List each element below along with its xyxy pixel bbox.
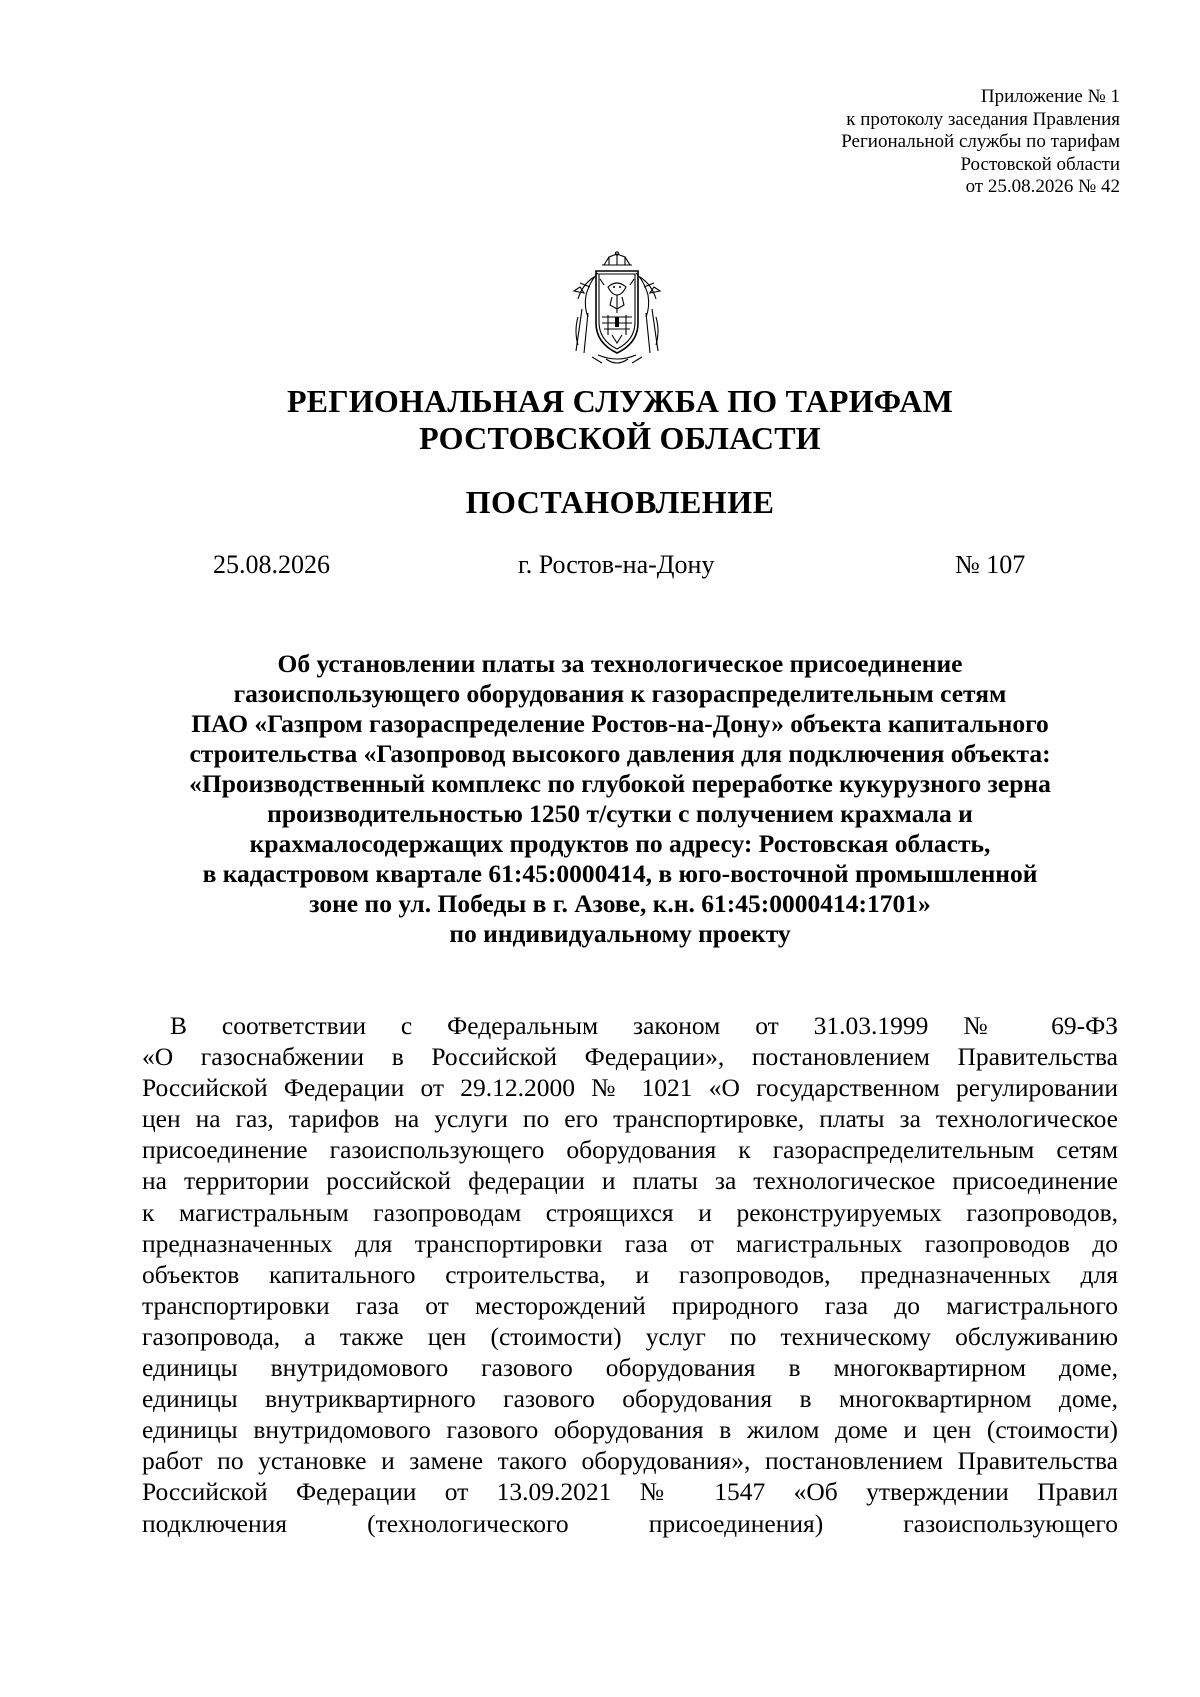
document-subject (130, 649, 1110, 949)
subject-line: газоиспользующего оборудования к газораспределительным сетям (233, 679, 1007, 708)
authority-line: РЕГИОНАЛЬНАЯ СЛУЖБА ПО ТАРИФАМ (286, 383, 954, 419)
body-line: предназначенных для транспортировки газа от магистральных газопроводов до (142, 1228, 1118, 1258)
body-line: Российской Федерации от 29.12.2000 № 1021 «О государственном регулировании (142, 1073, 1118, 1103)
subject-line: по индивидуальному проекту (449, 919, 791, 948)
subject-line: Об установлении платы за технологическое присоединение (277, 649, 963, 678)
body-paragraph (142, 1010, 1118, 1539)
subject-line: строительства «Газопровод высокого давления для подключения объекта: (189, 739, 1051, 768)
coat-of-arms-icon (568, 251, 666, 367)
body-line: к магистральным газопроводам строящихся и реконструируемых газопроводов, (142, 1197, 1118, 1227)
body-line: единицы внутриквартирного газового оборудования в многоквартирном доме, (142, 1384, 1118, 1414)
body-line: «О газоснабжении в Российской Федерации», постановлением Правительства (142, 1042, 1118, 1072)
body-line: присоединение газоиспользующего оборудования к газораспределительным сетям (142, 1135, 1118, 1165)
body-line: В соответствии с Федеральным законом от 31.03.1999 № 69-ФЗ (170, 1011, 1118, 1040)
authority-line: РОСТОВСКОЙ ОБЛАСТИ (419, 420, 821, 456)
subject-line: зоне по ул. Победы в г. Азове, к.н. 61:45:0000414:1701» (309, 889, 931, 918)
subject-line: производительностью 1250 т/сутки с получением крахмала и (267, 799, 973, 828)
body-line: цен на газ, тарифов на услуги по его транспортировке, платы за технологическое (142, 1104, 1118, 1134)
subject-line: ПАО «Газпром газораспределение Ростов-на-Дону» объекта капитального (191, 709, 1049, 738)
subject-line: в кадастровом квартале 61:45:0000414, в юго-восточной промышленной (202, 859, 1038, 888)
body-line: единицы внутридомового газового оборудования в многоквартирном доме, (142, 1353, 1118, 1383)
body-line: единицы внутридомового газового оборудования в жилом доме и цен (стоимости) (142, 1415, 1118, 1445)
body-line: транспортировки газа от месторождений природного газа до магистрального (142, 1290, 1118, 1320)
body-line: работ по установке и замене такого оборудования», постановлением Правительства (142, 1446, 1118, 1476)
appendix-line: Ростовской области (960, 153, 1120, 175)
appendix-line: Приложение № 1 (980, 86, 1120, 107)
appendix-line: Региональной службы по тарифам (841, 131, 1120, 152)
subject-line: крахмалосодержащих продуктов по адресу: Ростовская область, (249, 829, 991, 858)
body-line: газопровода, а также цен (стоимости) услуг по техническому обслуживанию (142, 1321, 1118, 1351)
subject-line: «Производственный комплекс по глубокой переработке кукурузного зерна (189, 769, 1051, 798)
appendix-line: от 25.08.2026 № 42 (965, 176, 1120, 197)
document-number: № 107 (955, 550, 1026, 579)
appendix-reference (700, 86, 1120, 199)
body-line: на территории российской федерации и платы за технологическое присоединение (142, 1166, 1118, 1196)
body-line: Российской Федерации от 13.09.2021 № 1547 «Об утверждении Правил (142, 1477, 1118, 1507)
issuing-authority-title (0, 383, 1200, 457)
document-city: г. Ростов-на-Дону (518, 550, 715, 579)
document-date: 25.08.2026 (213, 550, 330, 579)
body-line: подключения (технологического присоединения) газоиспользующего (142, 1508, 1118, 1538)
appendix-line: к протоколу заседания Правления (846, 108, 1120, 130)
document-type-heading: ПОСТАНОВЛЕНИЕ (465, 484, 775, 520)
body-line: объектов капитального строительства, и газопроводов, предназначенных для (142, 1259, 1118, 1289)
